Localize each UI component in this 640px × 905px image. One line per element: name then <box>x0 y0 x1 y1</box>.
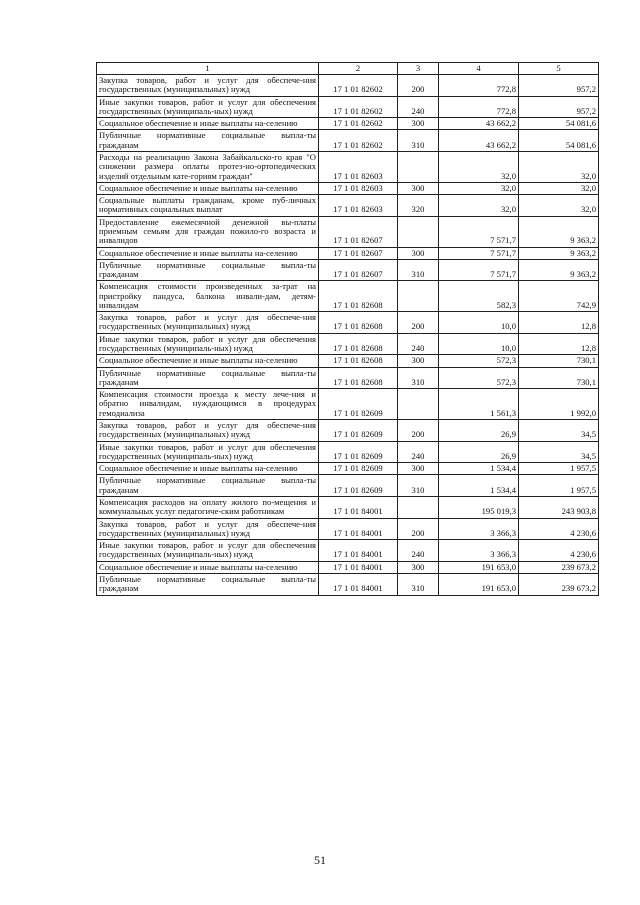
row-amount-year2-cell: 742,9 <box>519 281 599 312</box>
budget-table <box>96 62 599 596</box>
row-amount-year2-cell: 4 230,6 <box>519 540 599 562</box>
row-amount-year1-cell: 1 534,4 <box>439 475 519 497</box>
row-amount-year2-cell: 32,0 <box>519 151 599 182</box>
column-number-5: 5 <box>519 63 599 75</box>
row-amount-year1-cell: 7 571,7 <box>439 247 519 259</box>
row-name-cell: Компенсация стоимости проезда к месту лече-ния и обратно инвалидам, нуждающимся в процедурах гемодиализа <box>97 389 319 420</box>
row-amount-year1-cell: 191 653,0 <box>439 561 519 573</box>
row-amount-year1-cell: 3 366,3 <box>439 518 519 540</box>
row-amount-year2-cell: 9 363,2 <box>519 259 599 281</box>
row-expense-type-cell: 200 <box>398 312 439 334</box>
table-row <box>97 573 599 595</box>
budget-table-body <box>97 63 599 596</box>
budget-table-container <box>96 62 598 596</box>
row-name-cell: Компенсация расходов на оплату жилого по-мещения и коммунальных услуг педагогиче-ским работникам <box>97 496 319 518</box>
row-amount-year1-cell: 3 366,3 <box>439 540 519 562</box>
row-code-cell: 17 1 01 82602 <box>319 75 398 97</box>
row-name-cell: Закупка товаров, работ и услуг для обеспече-ния государственных (муниципальных) нужд <box>97 518 319 540</box>
table-row <box>97 475 599 497</box>
row-expense-type-cell: 240 <box>398 333 439 355</box>
row-expense-type-cell <box>398 281 439 312</box>
row-name-cell: Иные закупки товаров, работ и услуг для обеспечения государственных (муниципаль-ных) нужд <box>97 96 319 118</box>
row-name-cell: Социальное обеспечение и иные выплаты на-селению <box>97 355 319 367</box>
table-row <box>97 367 599 389</box>
table-row <box>97 540 599 562</box>
row-code-cell: 17 1 01 82608 <box>319 312 398 334</box>
row-name-cell: Закупка товаров, работ и услуг для обеспече-ния государственных (муниципальных) нужд <box>97 420 319 442</box>
row-amount-year1-cell: 195 019,3 <box>439 496 519 518</box>
row-code-cell: 17 1 01 82608 <box>319 367 398 389</box>
row-code-cell: 17 1 01 82608 <box>319 281 398 312</box>
row-amount-year1-cell: 191 653,0 <box>439 573 519 595</box>
row-name-cell: Иные закупки товаров, работ и услуг для обеспечения государственных (муниципаль-ных) нужд <box>97 441 319 463</box>
row-code-cell: 17 1 01 82609 <box>319 441 398 463</box>
row-code-cell: 17 1 01 82603 <box>319 182 398 194</box>
table-row <box>97 195 599 217</box>
column-number-row <box>97 63 599 75</box>
column-number-1: 1 <box>97 63 319 75</box>
row-amount-year2-cell: 32,0 <box>519 182 599 194</box>
row-name-cell: Публичные нормативные социальные выпла-ты гражданам <box>97 259 319 281</box>
row-name-cell: Социальные выплаты гражданам, кроме пуб-личных нормативных социальных выплат <box>97 195 319 217</box>
row-expense-type-cell: 310 <box>398 573 439 595</box>
row-expense-type-cell: 200 <box>398 420 439 442</box>
row-name-cell: Иные закупки товаров, работ и услуг для обеспечения государственных (муниципаль-ных) нужд <box>97 540 319 562</box>
row-amount-year1-cell: 32,0 <box>439 182 519 194</box>
row-expense-type-cell: 310 <box>398 367 439 389</box>
row-amount-year1-cell: 32,0 <box>439 151 519 182</box>
row-expense-type-cell: 310 <box>398 130 439 152</box>
row-expense-type-cell: 300 <box>398 355 439 367</box>
row-expense-type-cell: 240 <box>398 441 439 463</box>
row-amount-year2-cell: 9 363,2 <box>519 216 599 247</box>
row-amount-year1-cell: 582,3 <box>439 281 519 312</box>
row-amount-year2-cell: 54 081,6 <box>519 130 599 152</box>
row-amount-year2-cell: 12,8 <box>519 333 599 355</box>
row-name-cell: Социальное обеспечение и иные выплаты на-селению <box>97 561 319 573</box>
row-code-cell: 17 1 01 82609 <box>319 389 398 420</box>
row-code-cell: 17 1 01 82609 <box>319 463 398 475</box>
row-amount-year1-cell: 1 561,3 <box>439 389 519 420</box>
row-amount-year2-cell: 1 992,0 <box>519 389 599 420</box>
table-row <box>97 118 599 130</box>
row-amount-year2-cell: 34,5 <box>519 441 599 463</box>
table-row <box>97 561 599 573</box>
row-amount-year2-cell: 957,2 <box>519 96 599 118</box>
page-number: 51 <box>314 853 326 867</box>
row-expense-type-cell: 300 <box>398 247 439 259</box>
row-amount-year1-cell: 7 571,7 <box>439 259 519 281</box>
row-expense-type-cell: 300 <box>398 182 439 194</box>
row-expense-type-cell <box>398 389 439 420</box>
row-amount-year2-cell: 12,8 <box>519 312 599 334</box>
table-row <box>97 259 599 281</box>
column-number-3: 3 <box>398 63 439 75</box>
row-code-cell: 17 1 01 84001 <box>319 561 398 573</box>
row-name-cell: Публичные нормативные социальные выпла-ты гражданам <box>97 130 319 152</box>
row-code-cell: 17 1 01 82602 <box>319 118 398 130</box>
row-expense-type-cell: 240 <box>398 96 439 118</box>
row-expense-type-cell: 320 <box>398 195 439 217</box>
row-code-cell: 17 1 01 84001 <box>319 540 398 562</box>
row-name-cell: Публичные нормативные социальные выпла-ты гражданам <box>97 367 319 389</box>
row-amount-year1-cell: 772,8 <box>439 75 519 97</box>
table-row <box>97 389 599 420</box>
row-amount-year2-cell: 4 230,6 <box>519 518 599 540</box>
row-code-cell: 17 1 01 82608 <box>319 355 398 367</box>
column-number-4: 4 <box>439 63 519 75</box>
row-name-cell: Предоставление ежемесячной денежной вы-платы приемным семьям для граждан пожило-го возраста и инвалидов <box>97 216 319 247</box>
row-expense-type-cell: 300 <box>398 561 439 573</box>
row-amount-year2-cell: 957,2 <box>519 75 599 97</box>
row-name-cell: Компенсация стоимости произведенных за-трат на пристройку пандуса, балкона инвали-дам, детям-инвалидам <box>97 281 319 312</box>
row-code-cell: 17 1 01 84001 <box>319 573 398 595</box>
row-amount-year2-cell: 239 673,2 <box>519 573 599 595</box>
row-amount-year1-cell: 26,9 <box>439 420 519 442</box>
row-expense-type-cell: 200 <box>398 518 439 540</box>
row-name-cell: Публичные нормативные социальные выпла-ты гражданам <box>97 475 319 497</box>
row-expense-type-cell: 300 <box>398 463 439 475</box>
row-amount-year2-cell: 239 673,2 <box>519 561 599 573</box>
row-expense-type-cell <box>398 216 439 247</box>
row-amount-year2-cell: 9 363,2 <box>519 247 599 259</box>
row-expense-type-cell: 240 <box>398 540 439 562</box>
row-code-cell: 17 1 01 82609 <box>319 420 398 442</box>
table-row <box>97 75 599 97</box>
table-row <box>97 247 599 259</box>
table-row <box>97 281 599 312</box>
row-expense-type-cell: 310 <box>398 475 439 497</box>
table-row <box>97 518 599 540</box>
row-amount-year2-cell: 243 903,8 <box>519 496 599 518</box>
row-code-cell: 17 1 01 84001 <box>319 518 398 540</box>
row-name-cell: Расходы на реализацию Закона Забайкальско-го края "О снижении размера оплаты протез-но-ортопедических изделий отдельным кате-гориям граждан" <box>97 151 319 182</box>
row-name-cell: Закупка товаров, работ и услуг для обеспече-ния государственных (муниципальных) нужд <box>97 75 319 97</box>
table-row <box>97 463 599 475</box>
row-expense-type-cell: 300 <box>398 118 439 130</box>
row-code-cell: 17 1 01 82602 <box>319 96 398 118</box>
row-amount-year2-cell: 34,5 <box>519 420 599 442</box>
row-code-cell: 17 1 01 82607 <box>319 216 398 247</box>
table-row <box>97 96 599 118</box>
row-code-cell: 17 1 01 82609 <box>319 475 398 497</box>
row-code-cell: 17 1 01 82602 <box>319 130 398 152</box>
table-row <box>97 182 599 194</box>
row-amount-year1-cell: 772,8 <box>439 96 519 118</box>
row-name-cell: Публичные нормативные социальные выпла-ты гражданам <box>97 573 319 595</box>
row-code-cell: 17 1 01 84001 <box>319 496 398 518</box>
row-amount-year2-cell: 730,1 <box>519 367 599 389</box>
row-amount-year1-cell: 1 534,4 <box>439 463 519 475</box>
row-code-cell: 17 1 01 82603 <box>319 195 398 217</box>
row-amount-year2-cell: 1 957,5 <box>519 475 599 497</box>
row-amount-year2-cell: 54 081,6 <box>519 118 599 130</box>
table-row <box>97 420 599 442</box>
row-name-cell: Закупка товаров, работ и услуг для обеспече-ния государственных (муниципальных) нужд <box>97 312 319 334</box>
row-name-cell: Иные закупки товаров, работ и услуг для обеспечения государственных (муниципаль-ных) нужд <box>97 333 319 355</box>
table-row <box>97 355 599 367</box>
row-code-cell: 17 1 01 82607 <box>319 259 398 281</box>
row-amount-year1-cell: 32,0 <box>439 195 519 217</box>
row-code-cell: 17 1 01 82607 <box>319 247 398 259</box>
row-name-cell: Социальное обеспечение и иные выплаты на-селению <box>97 182 319 194</box>
table-row <box>97 496 599 518</box>
table-row <box>97 441 599 463</box>
row-amount-year2-cell: 32,0 <box>519 195 599 217</box>
row-amount-year1-cell: 43 662,2 <box>439 130 519 152</box>
row-amount-year1-cell: 572,3 <box>439 355 519 367</box>
table-row <box>97 130 599 152</box>
row-amount-year1-cell: 572,3 <box>439 367 519 389</box>
table-row <box>97 312 599 334</box>
row-expense-type-cell: 200 <box>398 75 439 97</box>
row-name-cell: Социальное обеспечение и иные выплаты на-селению <box>97 247 319 259</box>
row-amount-year1-cell: 26,9 <box>439 441 519 463</box>
row-amount-year1-cell: 10,0 <box>439 333 519 355</box>
table-row <box>97 216 599 247</box>
row-code-cell: 17 1 01 82603 <box>319 151 398 182</box>
row-amount-year1-cell: 10,0 <box>439 312 519 334</box>
row-name-cell: Социальное обеспечение и иные выплаты на-селению <box>97 118 319 130</box>
row-expense-type-cell <box>398 496 439 518</box>
row-expense-type-cell <box>398 151 439 182</box>
table-row <box>97 151 599 182</box>
row-amount-year2-cell: 730,1 <box>519 355 599 367</box>
row-expense-type-cell: 310 <box>398 259 439 281</box>
row-amount-year2-cell: 1 957,5 <box>519 463 599 475</box>
row-amount-year1-cell: 43 662,2 <box>439 118 519 130</box>
column-number-2: 2 <box>319 63 398 75</box>
row-name-cell: Социальное обеспечение и иные выплаты на-селению <box>97 463 319 475</box>
row-code-cell: 17 1 01 82608 <box>319 333 398 355</box>
table-row <box>97 333 599 355</box>
row-amount-year1-cell: 7 571,7 <box>439 216 519 247</box>
